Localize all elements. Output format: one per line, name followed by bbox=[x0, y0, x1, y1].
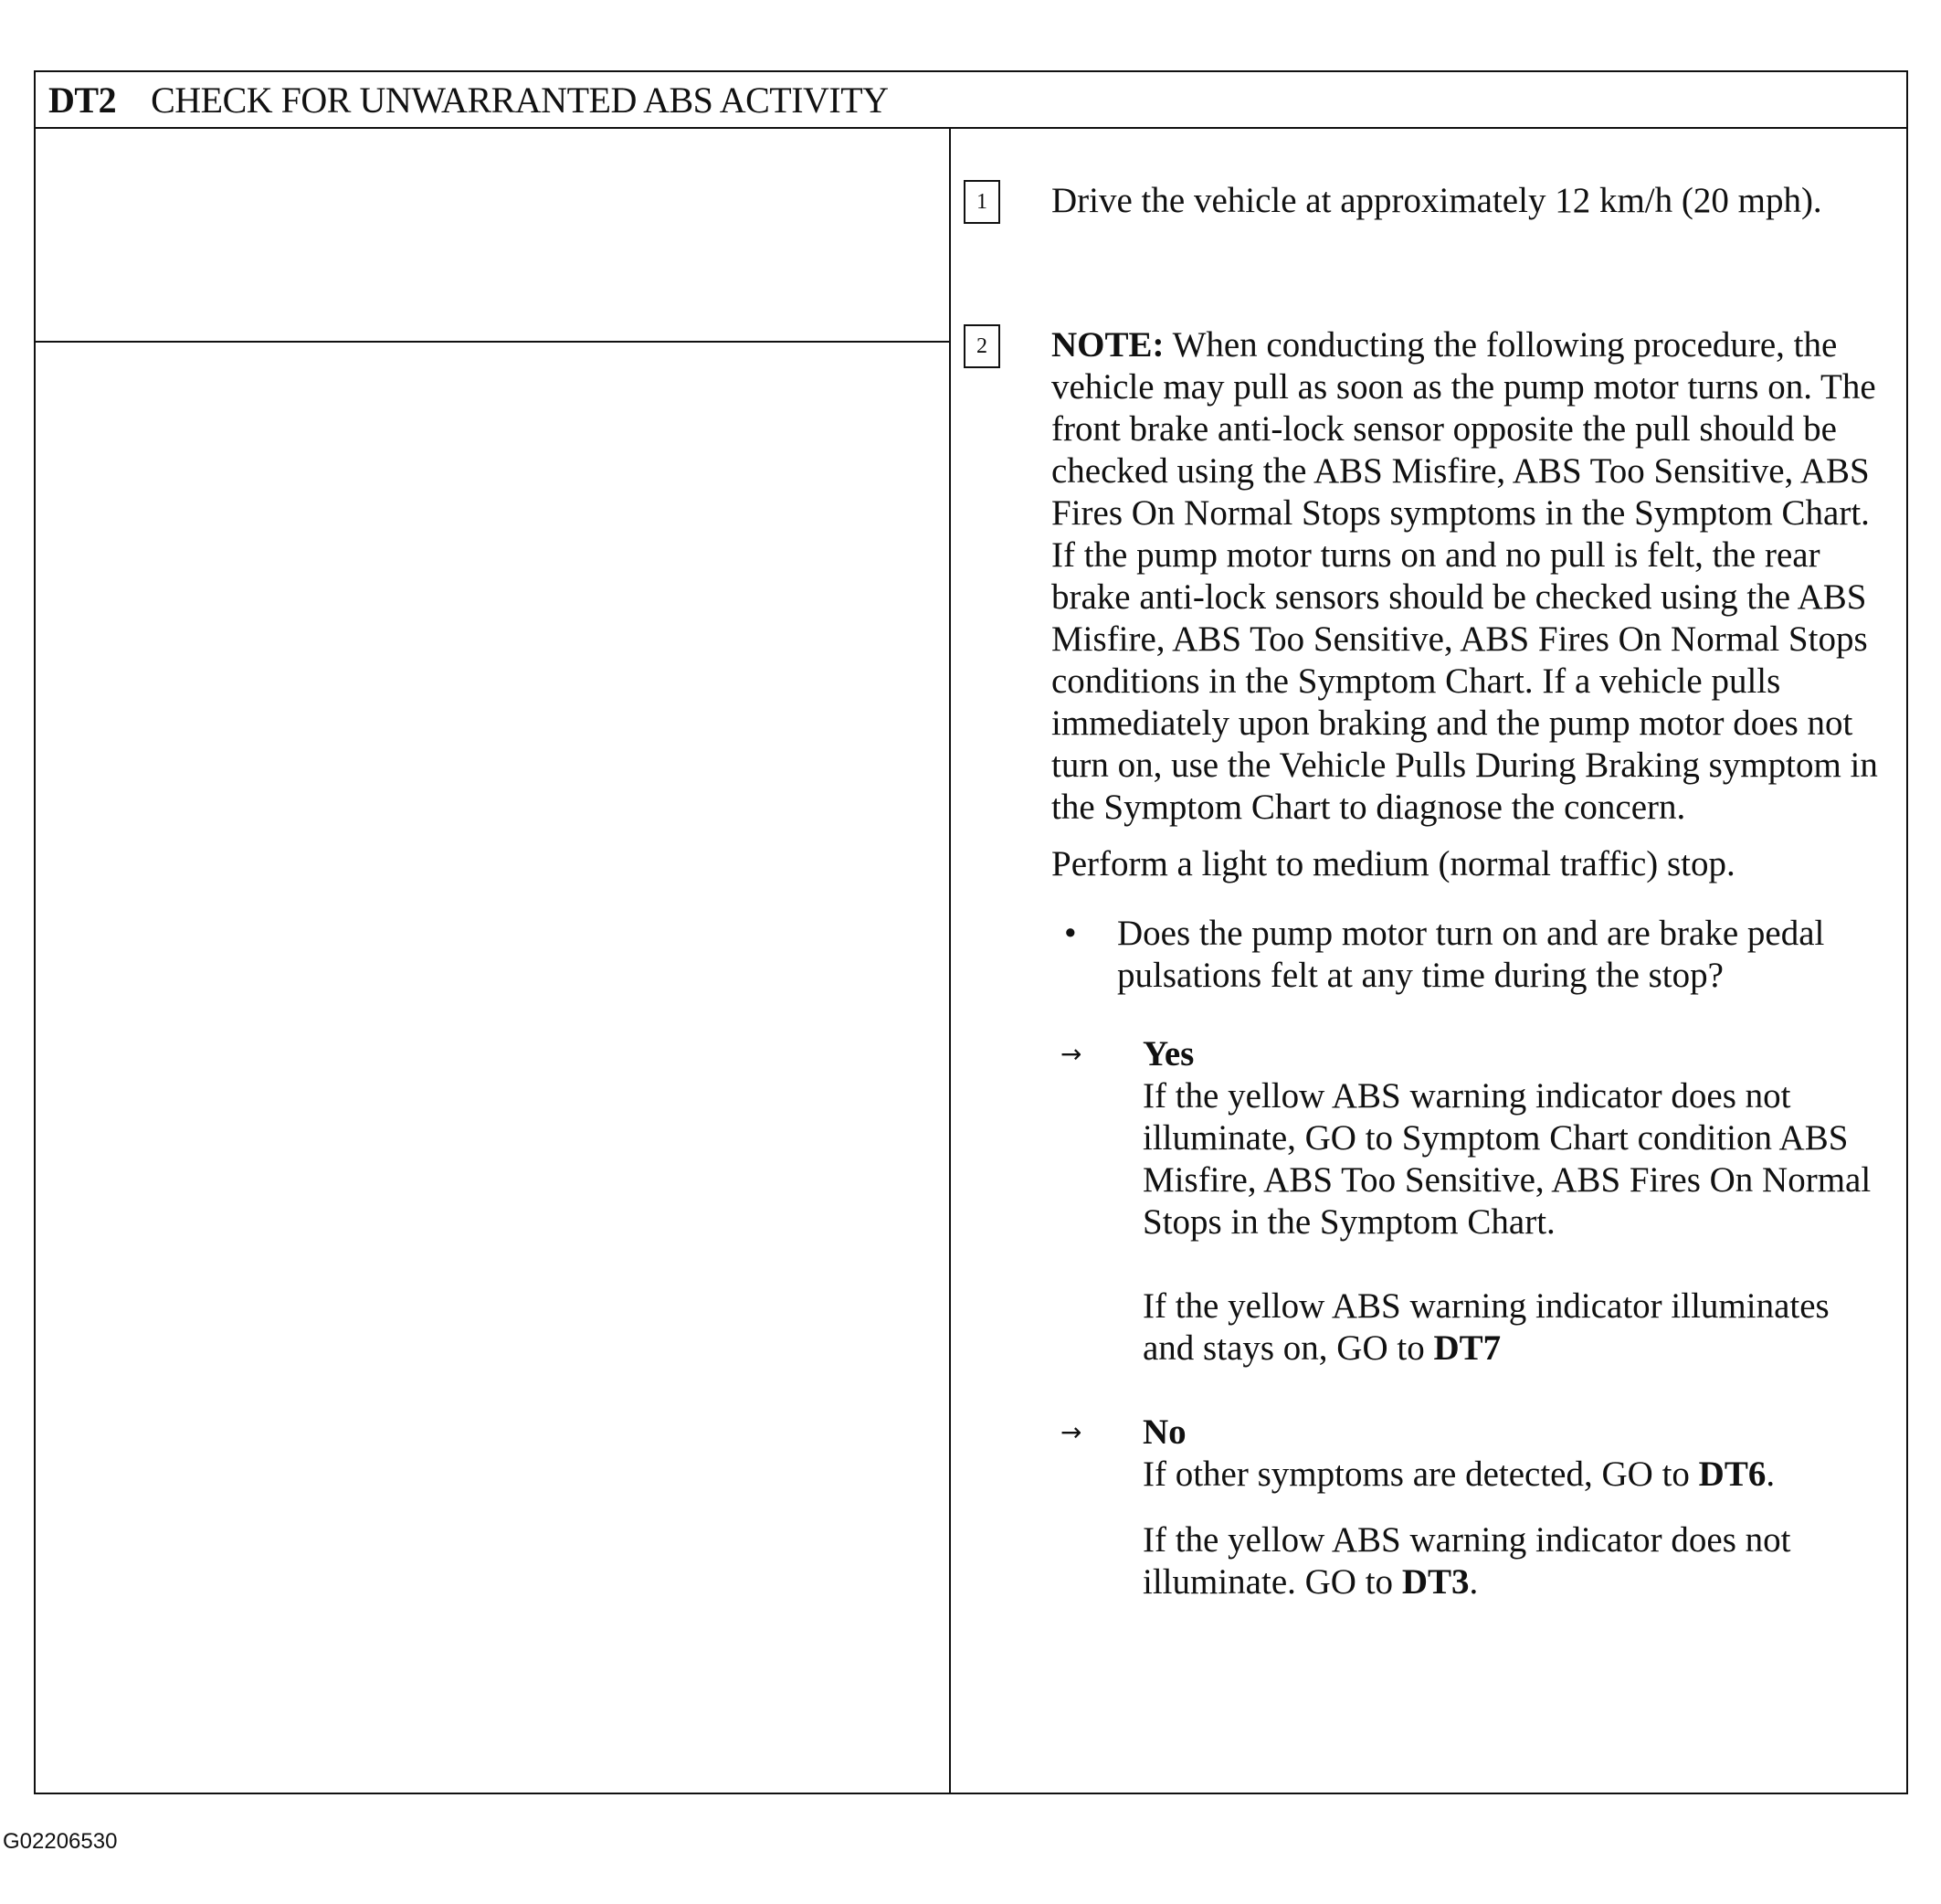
no-label: No bbox=[1143, 1412, 1187, 1452]
yes-target-link: DT7 bbox=[1433, 1328, 1502, 1368]
yes-branch bbox=[1051, 1033, 1883, 1370]
question-item bbox=[1051, 913, 1883, 997]
arrow-right-icon: → bbox=[1060, 1039, 1082, 1069]
step-number-box: 2 bbox=[964, 324, 1000, 368]
instructions-column bbox=[951, 129, 1906, 1793]
yes-text-2 bbox=[1143, 1285, 1883, 1370]
step-1-text: Drive the vehicle at approximately 12 km/h (20 mph). bbox=[1051, 181, 1822, 220]
note-label: NOTE: bbox=[1051, 325, 1165, 365]
no-branch bbox=[1051, 1412, 1883, 1603]
test-code: DT2 bbox=[48, 79, 117, 121]
left-row-divider bbox=[36, 341, 949, 343]
yes-text-2-body: If the yellow ABS warning indicator illuminates and stays on, GO to bbox=[1143, 1286, 1830, 1368]
illustration-column bbox=[36, 129, 949, 1793]
no-text-1-body: If other symptoms are detected, GO to bbox=[1143, 1454, 1699, 1494]
note-text: When conducting the following procedure, the vehicle may pull as soon as the pump motor turns on. The front brake anti-lock sensor opposite the pull should be checked using the ABS Misfire, ABS Too Sensitive, ABS Fires On Normal Stops symptoms in the Symptom Chart. If the pump motor turns on and no pull is felt, the rear brake anti-lock sensors should be checked using the ABS Misfire, ABS Too Sensitive, ABS Fires On Normal Stops conditions in the Symptom Chart. If a vehicle pulls immediately upon braking and the pump motor does not turn on, use the Vehicle Pulls During Braking symptom in the Symptom Chart to diagnose the concern. bbox=[1051, 325, 1878, 827]
no-text-2 bbox=[1143, 1519, 1883, 1603]
note-paragraph bbox=[1051, 324, 1883, 829]
procedure-table bbox=[34, 70, 1908, 1794]
test-title: CHECK FOR UNWARRANTED ABS ACTIVITY bbox=[151, 79, 889, 121]
yes-text-1: If the yellow ABS warning indicator does not illuminate, GO to Symptom Chart condition ABS Misfire, ABS Too Sensitive, ABS Fires On Normal Stops in the Symptom Chart. bbox=[1143, 1076, 1872, 1242]
no-text-2-suffix: . bbox=[1469, 1562, 1479, 1602]
step-number-box: 1 bbox=[964, 180, 1000, 224]
arrow-right-icon: → bbox=[1060, 1417, 1082, 1447]
instruction-text: Perform a light to medium (normal traffic) stop. bbox=[1051, 844, 1735, 883]
no-text-1-suffix: . bbox=[1766, 1454, 1776, 1494]
figure-id: G02206530 bbox=[3, 1829, 118, 1854]
table-header bbox=[36, 72, 1906, 129]
no-text-2-body: If the yellow ABS warning indicator does not illuminate. GO to bbox=[1143, 1520, 1791, 1602]
no-target-2: DT3 bbox=[1401, 1562, 1470, 1602]
question-text: Does the pump motor turn on and are brake pedal pulsations felt at any time during the stop? bbox=[1117, 914, 1825, 995]
no-target-1: DT6 bbox=[1698, 1454, 1767, 1494]
bullet-icon: • bbox=[1064, 914, 1077, 953]
yes-label: Yes bbox=[1143, 1034, 1195, 1074]
no-text-1 bbox=[1143, 1454, 1883, 1496]
